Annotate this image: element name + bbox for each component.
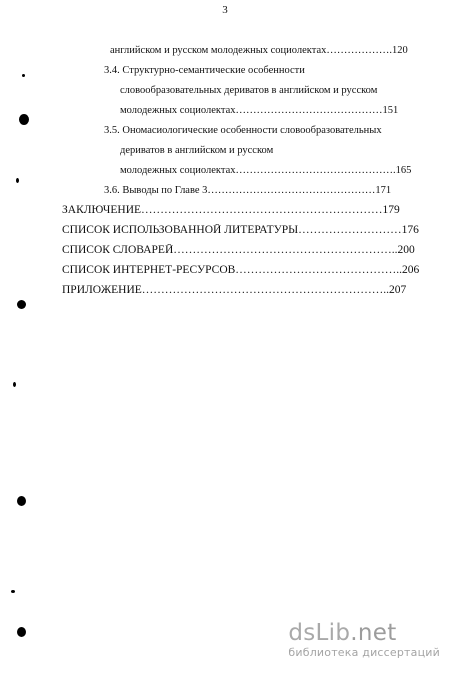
toc-entry-appendix: ПРИЛОЖЕНИЕ………………………………………………………..207 xyxy=(62,284,407,296)
toc-entry-3-4: 3.4. Структурно-семантические особенности xyxy=(104,65,305,76)
binding-hole-mark xyxy=(17,627,26,637)
watermark xyxy=(288,620,440,660)
toc-entry-3-5: 3.5. Ономасиологические особенности словообразовательных xyxy=(104,125,382,136)
toc-entry-3-5-line-3: молодежных социолектах……………………………………….165 xyxy=(120,165,412,176)
toc-entry-conclusion: ЗАКЛЮЧЕНИЕ………………………………………………………179 xyxy=(62,204,400,216)
page-number: 3 xyxy=(222,4,228,16)
scan-speck xyxy=(22,74,25,77)
watermark-logo: dsLib.net xyxy=(288,620,397,646)
toc-entry-3-6: 3.6. Выводы по Главе 3…………………………………………171 xyxy=(104,185,392,196)
toc-entry-internet-resources: СПИСОК ИНТЕРНЕТ-РЕСУРСОВ……………………………………..206 xyxy=(62,264,420,276)
scan-speck xyxy=(16,178,19,183)
toc-entry-dictionaries: СПИСОК СЛОВАРЕЙ…………………………………………………..200 xyxy=(62,244,415,256)
toc-entry-3-5-line-2: дериватов в английском и русском xyxy=(120,145,274,156)
binding-hole-mark xyxy=(17,496,26,506)
watermark-subtitle: библиотека диссертаций xyxy=(288,646,440,659)
toc-entry-continuation: английском и русском молодежных социолектах……………….120 xyxy=(110,45,408,56)
scan-speck xyxy=(13,382,16,387)
binding-hole-mark xyxy=(19,114,29,125)
scan-speck xyxy=(11,590,15,593)
binding-hole-mark xyxy=(17,300,26,309)
toc-entry-3-4-line-3: молодежных социолектах……………………………………151 xyxy=(120,105,399,116)
toc-entry-3-4-line-2: словообразовательных дериватов в английском и русском xyxy=(120,85,378,96)
toc-entry-references: СПИСОК ИСПОЛЬЗОВАННОЙ ЛИТЕРАТУРЫ………………………176 xyxy=(62,224,419,236)
